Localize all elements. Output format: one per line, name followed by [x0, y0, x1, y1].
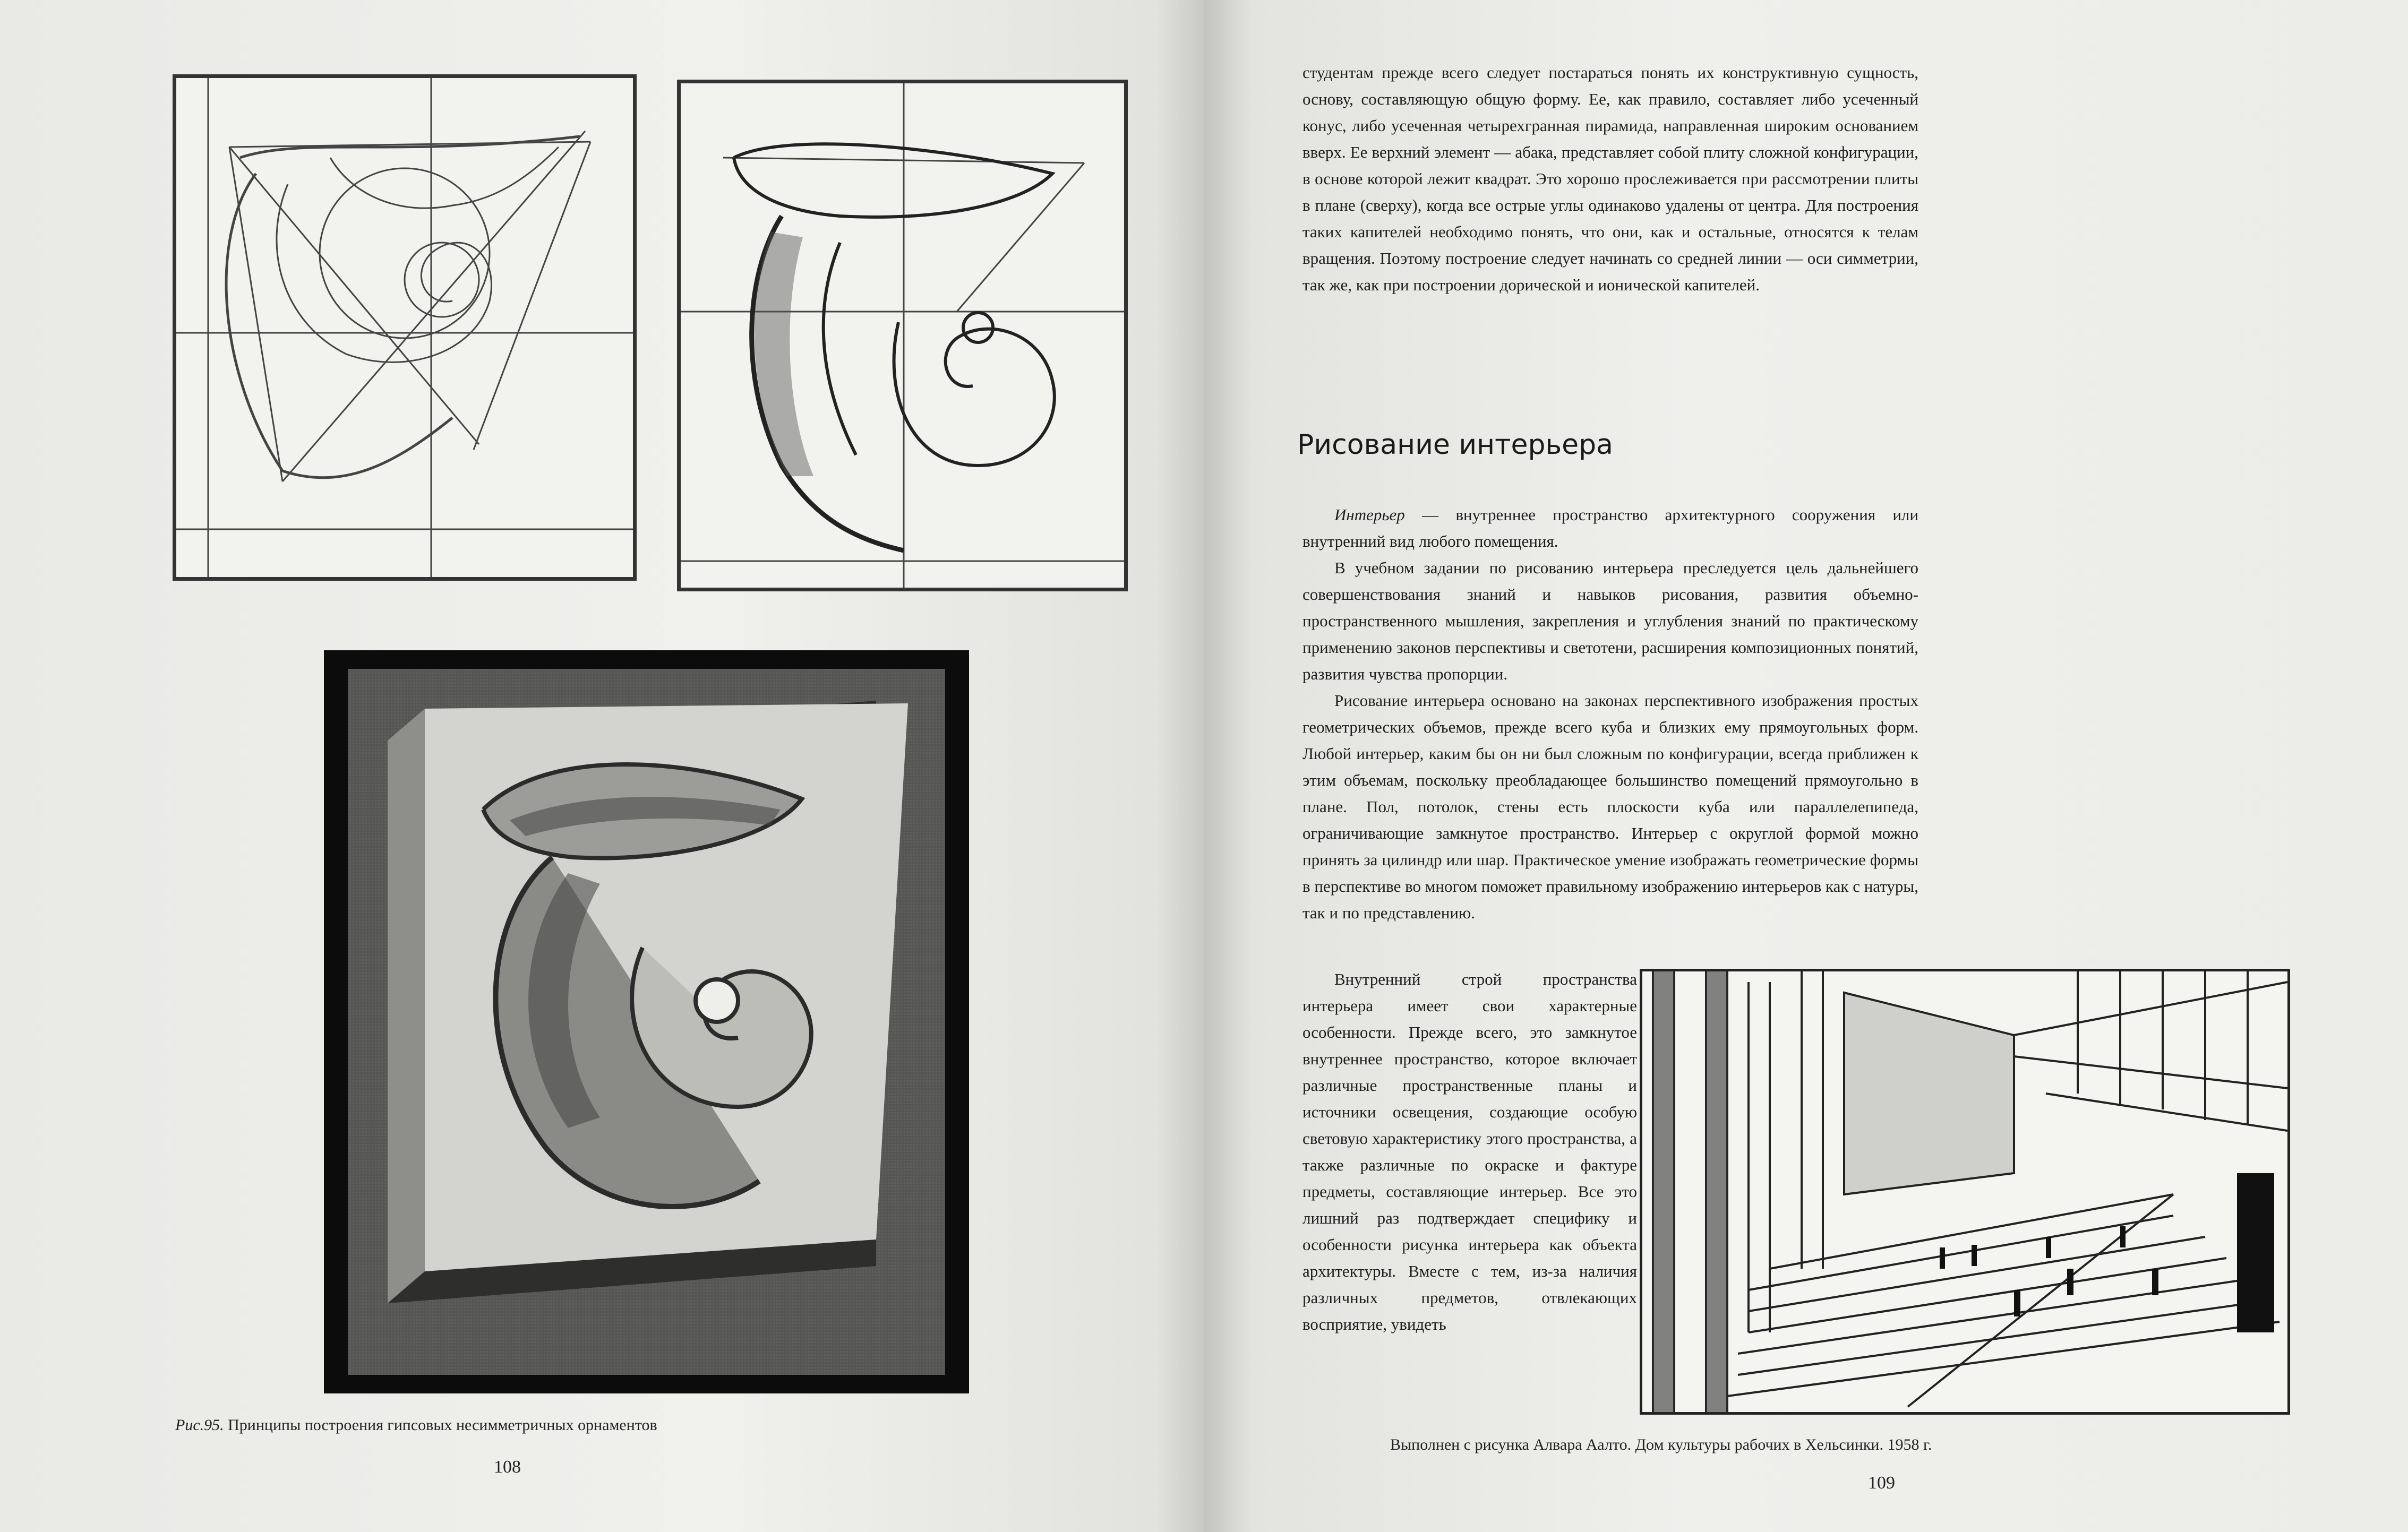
right-page-number: 109 [1868, 1473, 1895, 1493]
right-page [1204, 0, 2408, 1532]
wrapped-paragraph [1302, 966, 1637, 1338]
left-page-number: 108 [494, 1457, 521, 1477]
ornament-construction-sketch-2 [677, 80, 1128, 591]
interior-perspective-drawing [1640, 969, 2290, 1415]
intro-paragraph-text: студентам прежде всего следует постараться понять их конструктивную сущность, основу, составляющую общую форму. Ее, как правило, составляет либо усеченный конус, либо усеченная четырехгранная пирамида, направленная широким основанием вверх. Ее верхний элемент — абака, представляет собой плиту сложной конфигурации, в основе которой лежит квадрат. Это хорошо прослеживается при рассмотрении плиты в плане (сверху), когда все острые углы одинаково удалены от центра. Для построения таких капителей необходимо понять, что они, как и остальные, относятся к телам вращения. Поэтому построение следует начинать со средней линии — оси симметрии, так же, как при построении дорической и ионической капителей. [1302, 63, 1918, 294]
paragraph-1 [1302, 502, 1918, 555]
right-figure-caption: Выполнен с рисунка Алвара Аалто. Дом культуры рабочих в Хельсинки. 1958 г. [1390, 1436, 1932, 1453]
paragraph-4: Внутренний строй пространства интерьера имеет свои характерные особенности. Прежде всего, это замкнутое внутреннее пространство, которое включает различные пространственные планы и источники освещения, создающие особую световую характеристику этого пространства, а также различные по окраске и фактуре предметы, составляющие интерьер. Все это лишний раз подтверждает специфику и особенности рисунка интерьера как объекта архитектуры. Вместе с тем, из-за наличия различных предметов, отвлекающих восприятие, увидеть [1302, 970, 1637, 1333]
section-heading: Рисование интерьера [1297, 429, 1613, 461]
intro-paragraph [1302, 59, 1918, 298]
ornament-construction-sketch-1 [173, 74, 637, 581]
plaster-ornament-relief-image [324, 650, 969, 1393]
paragraph-1-rest: — внутреннее пространство архитектурного сооружения или внутренний вид любого помещения. [1302, 505, 1918, 550]
left-figure-caption [175, 1416, 657, 1434]
figure-label: Рис.95. [175, 1416, 224, 1434]
term-interior: Интерьер [1334, 505, 1405, 524]
paragraph-3: Рисование интерьера основано на законах перспективного изображения простых геометрических объемов, прежде всего куба и близких ему прямоугольных форм. Любой интерьер, каким бы он ни был сложным по конфигурации, всегда приближен к этим объемам, поскольку преобладающее большинство помещений прямоугольно в плане. Пол, потолок, стены есть плоскости куба или параллелепипеда, ограничивающие замкнутое пространство. Интерьер с округлой формой можно принять за цилиндр или шар. Практическое умение изображать геометрические формы в перспективе во многом поможет правильному изображению интерьеров как с натуры, так и по представлению. [1302, 691, 1918, 922]
section-body [1302, 502, 1918, 926]
figure-caption-text: Принципы построения гипсовых несимметричных орнаментов [228, 1416, 657, 1434]
paragraph-2: В учебном задании по рисованию интерьера преследуется цель дальнейшего совершенствования знаний и навыков рисования, развития объемно-пространственного мышления, закрепления и углубления знаний по практическому применению законов перспективы и светотени, расширения композиционных понятий, развития чувства пропорции. [1302, 558, 1918, 683]
